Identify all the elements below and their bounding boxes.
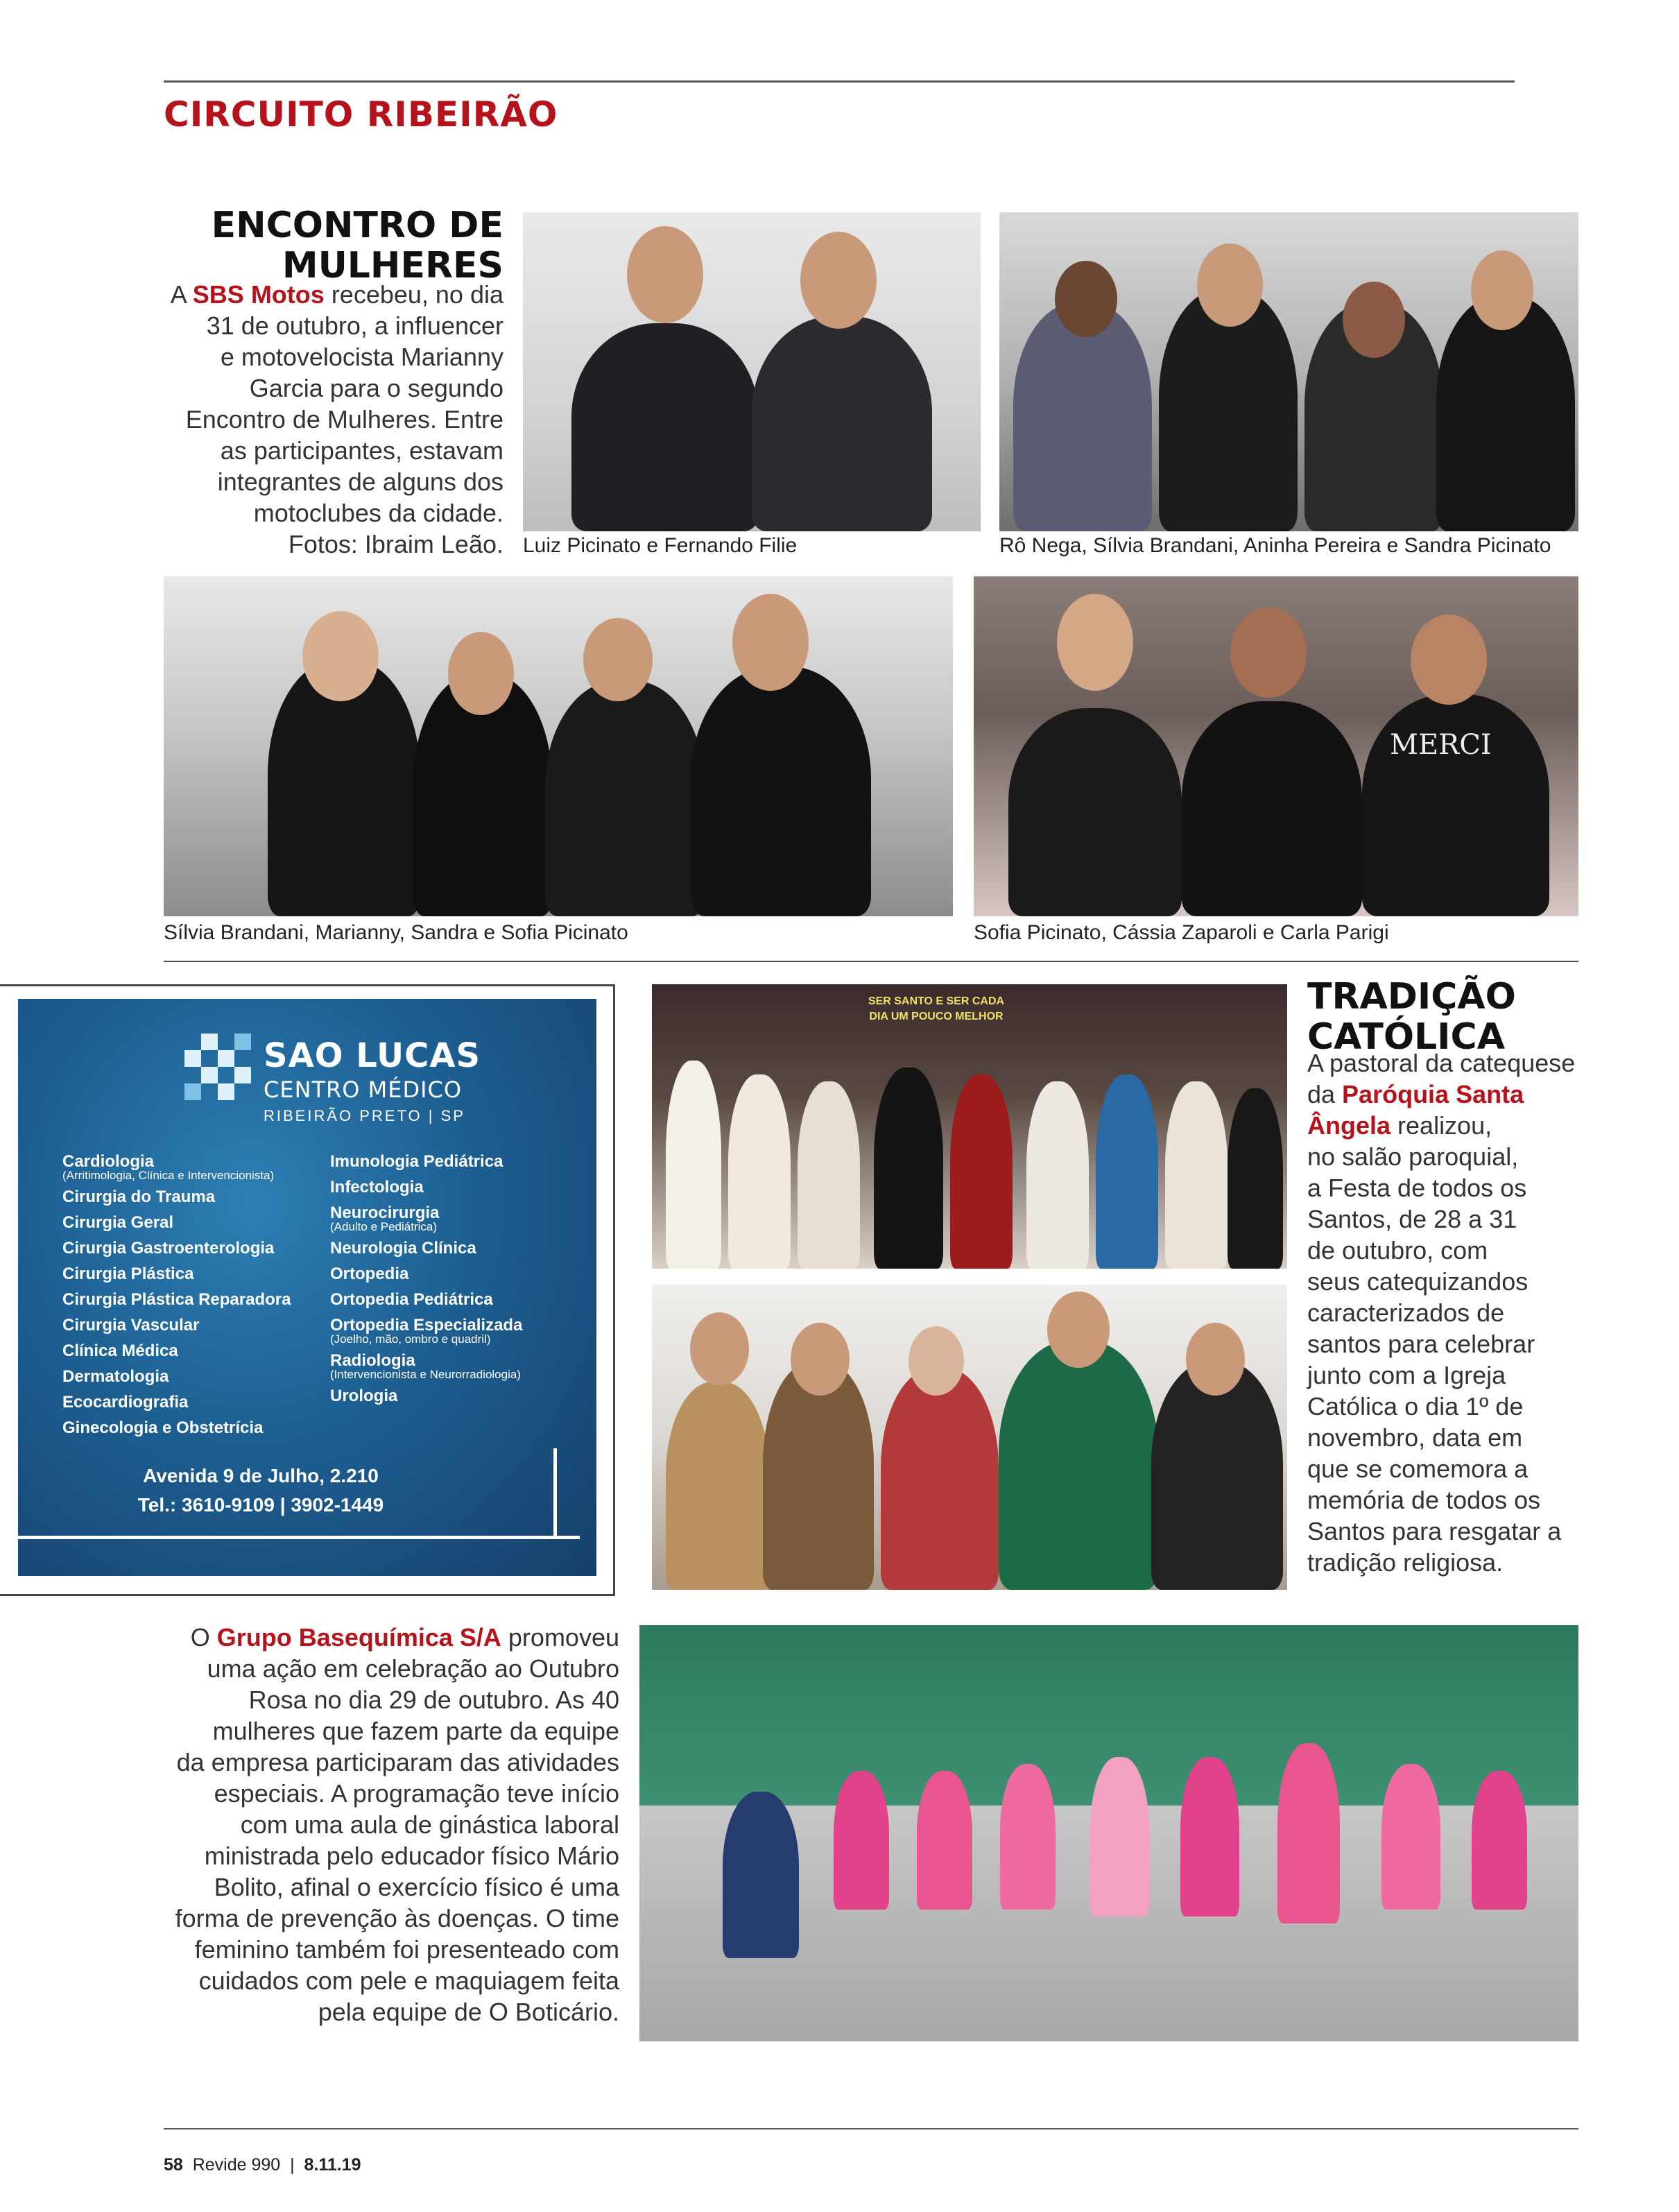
line-text: memória de todos os bbox=[1307, 1486, 1541, 1514]
story1-body bbox=[171, 279, 503, 560]
text-line bbox=[1307, 1203, 1575, 1235]
text-line bbox=[175, 1903, 619, 1934]
text-line bbox=[1307, 1047, 1575, 1079]
specialty-name: Ortopedia bbox=[330, 1264, 409, 1283]
line-text: junto com a Igreja bbox=[1307, 1361, 1506, 1389]
line-text: Católica o dia 1º de bbox=[1307, 1392, 1524, 1421]
bottom-rule bbox=[164, 2128, 1578, 2129]
ad-specialty bbox=[330, 1235, 522, 1261]
ad-specialty bbox=[62, 1235, 291, 1261]
text-line bbox=[1307, 1360, 1575, 1391]
line-text: mulheres que fazem parte da equipe bbox=[212, 1717, 619, 1745]
top-rule bbox=[164, 80, 1515, 83]
text-line bbox=[171, 529, 503, 560]
line-text: A pastoral da catequese bbox=[1307, 1049, 1576, 1077]
text-line bbox=[1307, 1110, 1575, 1141]
specialty-name: Ortopedia Pediátrica bbox=[330, 1290, 493, 1309]
story1-heading-line2: MULHERES bbox=[282, 245, 503, 286]
stage-banner: SER SANTO E SER CADA DIA UM POUCO MELHOR bbox=[868, 995, 1005, 1022]
photo-sofia-cassia-carla bbox=[974, 576, 1578, 916]
caption-photo1: Luiz Picinato e Fernando Filie bbox=[523, 534, 798, 557]
line-text: da bbox=[1307, 1080, 1343, 1108]
specialty-name: Cirurgia Vascular bbox=[62, 1316, 200, 1335]
text-line bbox=[175, 1809, 619, 1840]
line-text: recebeu, no dia bbox=[324, 280, 503, 309]
line-text: promoveu bbox=[501, 1623, 619, 1652]
ad-address: Avenida 9 de Julho, 2.210 bbox=[143, 1465, 379, 1486]
ad-specialty bbox=[62, 1184, 291, 1210]
line-text: pela equipe de O Boticário. bbox=[318, 1998, 619, 2026]
photo-catechism-stage bbox=[652, 984, 1287, 1269]
specialty-name: Ecocardiografia bbox=[62, 1393, 189, 1412]
specialty-name: Cirurgia Geral bbox=[62, 1213, 174, 1232]
line-text: motoclubes da cidade. bbox=[253, 499, 503, 527]
specialty-detail: (Joelho, mão, ombro e quadril) bbox=[330, 1332, 491, 1346]
ad-specialty bbox=[330, 1174, 522, 1200]
text-line bbox=[171, 341, 503, 372]
ad-brand: SAO LUCAS bbox=[264, 1036, 481, 1075]
sao-lucas-logo-icon bbox=[184, 1034, 251, 1100]
ad-phone: Tel.: 3610-9109 | 3902-1449 bbox=[137, 1494, 384, 1516]
specialty-name: Cirurgia do Trauma bbox=[62, 1188, 216, 1206]
photo-exercise-class bbox=[639, 1625, 1578, 2041]
text-line bbox=[175, 1840, 619, 1871]
line-text: especiais. A programação teve início bbox=[214, 1779, 619, 1808]
ad-specialty bbox=[62, 1210, 291, 1235]
line-text: da empresa participaram das atividades bbox=[176, 1748, 619, 1776]
specialty-name: Imunologia Pediátrica bbox=[330, 1152, 503, 1171]
line-text: uma ação em celebração ao Outubro bbox=[207, 1654, 619, 1683]
photo-group-four-women bbox=[999, 212, 1578, 531]
ad-specialty bbox=[330, 1287, 522, 1312]
ad-specialty bbox=[330, 1261, 522, 1287]
ad-specialty bbox=[62, 1389, 291, 1415]
line-text: no salão paroquial, bbox=[1307, 1142, 1519, 1171]
ad-specialty bbox=[62, 1287, 291, 1312]
line-text: Santos, de 28 a 31 bbox=[1307, 1205, 1517, 1233]
text-line bbox=[171, 435, 503, 466]
line-text: novembro, data em bbox=[1307, 1423, 1523, 1452]
ad-specialty bbox=[330, 1149, 522, 1174]
line-text: forma de prevenção às doenças. O time bbox=[175, 1904, 619, 1932]
photo-children-saints bbox=[652, 1285, 1287, 1590]
photo-silvia-marianny-sandra-sofia bbox=[164, 576, 953, 916]
story2-heading-line2: CATÓLICA bbox=[1307, 1016, 1505, 1058]
specialty-name: Cirurgia Plástica Reparadora bbox=[62, 1290, 291, 1309]
text-line bbox=[171, 372, 503, 404]
text-line bbox=[1307, 1328, 1575, 1360]
text-line bbox=[1307, 1422, 1575, 1453]
specialty-name: Dermatologia bbox=[62, 1367, 169, 1386]
ad-specialty bbox=[330, 1200, 522, 1233]
text-line bbox=[171, 279, 503, 310]
text-line bbox=[175, 1653, 619, 1684]
line-text: Encontro de Mulheres. Entre bbox=[185, 405, 503, 434]
line-text: caracterizados de bbox=[1307, 1298, 1505, 1327]
middle-rule bbox=[164, 961, 1578, 962]
text-line bbox=[175, 1778, 619, 1809]
text-line bbox=[1307, 1172, 1575, 1203]
ad-specialty bbox=[62, 1364, 291, 1389]
text-line bbox=[171, 404, 503, 435]
line-text: tradição religiosa. bbox=[1307, 1548, 1504, 1577]
line-text: integrantes de alguns dos bbox=[217, 468, 503, 496]
ad-specialties-col1 bbox=[62, 1149, 291, 1441]
text-line bbox=[1307, 1297, 1575, 1328]
specialty-name: Neurocirurgia bbox=[330, 1203, 440, 1222]
text-line bbox=[1307, 1266, 1575, 1297]
story1-heading-line1: ENCONTRO DE bbox=[211, 205, 503, 246]
section-title: CIRCUITO RIBEIRÃO bbox=[164, 94, 558, 135]
text-line bbox=[1307, 1141, 1575, 1172]
line-text: 31 de outubro, a influencer bbox=[206, 311, 503, 340]
ad-specialty bbox=[330, 1348, 522, 1380]
line-text: Garcia para o segundo bbox=[249, 374, 503, 402]
specialty-name: Cardiologia bbox=[62, 1152, 155, 1171]
specialty-name: Radiologia bbox=[330, 1351, 415, 1370]
footer-page-number: 58 bbox=[164, 2155, 183, 2175]
highlight-text: SBS Motos bbox=[192, 280, 325, 309]
highlight-text: Grupo Basequímica S/A bbox=[216, 1623, 501, 1652]
ad-specialty bbox=[62, 1261, 291, 1287]
line-text: Bolito, afinal o exercício físico é uma bbox=[214, 1873, 619, 1901]
ad-specialty bbox=[62, 1149, 291, 1181]
text-line bbox=[1307, 1484, 1575, 1516]
line-text: cuidados com pele e maquiagem feita bbox=[198, 1966, 619, 1995]
line-text: O bbox=[190, 1623, 217, 1652]
line-text: as participantes, estavam bbox=[220, 436, 503, 465]
shirt-text: MERCI bbox=[1390, 729, 1492, 761]
specialty-name: Urologia bbox=[330, 1387, 398, 1405]
text-line bbox=[1307, 1516, 1575, 1547]
line-text: seus catequizandos bbox=[1307, 1267, 1529, 1296]
specialty-name: Ortopedia Especializada bbox=[330, 1316, 523, 1335]
ad-decor-bar-v bbox=[553, 1448, 557, 1538]
line-text: que se comemora a bbox=[1307, 1455, 1529, 1483]
specialty-name: Neurologia Clínica bbox=[330, 1239, 476, 1258]
ad-subtitle: CENTRO MÉDICO bbox=[264, 1077, 463, 1103]
text-line bbox=[171, 310, 503, 341]
ad-specialty bbox=[330, 1312, 522, 1345]
highlight-text: Paróquia Santa bbox=[1342, 1080, 1524, 1108]
specialty-detail: (Arritimologia, Clínica e Intervencionista) bbox=[62, 1169, 275, 1182]
text-line bbox=[175, 1996, 619, 2027]
specialty-detail: (Adulto e Pediátrica) bbox=[330, 1220, 438, 1233]
specialty-name: Ginecologia e Obstetrícia bbox=[62, 1418, 264, 1437]
story3-body bbox=[175, 1622, 619, 2027]
text-line bbox=[1307, 1235, 1575, 1266]
story2-heading-line1: TRADIÇÃO bbox=[1307, 976, 1516, 1018]
ad-specialty bbox=[62, 1338, 291, 1364]
footer: 58 Revide 990 | 8.11.19 bbox=[164, 2155, 361, 2175]
footer-date: 8.11.19 bbox=[304, 2155, 361, 2175]
photo-luiz-fernando bbox=[523, 212, 981, 531]
text-line bbox=[175, 1747, 619, 1778]
line-text: realizou, bbox=[1390, 1111, 1492, 1140]
line-text: Santos para resgatar a bbox=[1307, 1517, 1562, 1545]
story2-heading bbox=[1307, 977, 1516, 1057]
text-line bbox=[175, 1715, 619, 1747]
ad-specialty bbox=[62, 1415, 291, 1441]
specialty-detail: (Intervencionista e Neurorradiologia) bbox=[330, 1368, 521, 1381]
ad-specialty bbox=[62, 1312, 291, 1338]
line-text: Rosa no dia 29 de outubro. As 40 bbox=[248, 1686, 619, 1714]
text-line bbox=[1307, 1453, 1575, 1484]
text-line bbox=[175, 1965, 619, 1996]
text-line bbox=[175, 1934, 619, 1965]
text-line bbox=[171, 466, 503, 497]
caption-photo4: Sofia Picinato, Cássia Zaparoli e Carla Parigi bbox=[974, 921, 1389, 944]
caption-photo2: Rô Nega, Sílvia Brandani, Aninha Pereira e Sandra Picinato bbox=[999, 534, 1551, 557]
line-text: santos para celebrar bbox=[1307, 1330, 1535, 1358]
text-line bbox=[1307, 1079, 1575, 1110]
ad-specialties-col2 bbox=[330, 1149, 522, 1409]
line-text: a Festa de todos os bbox=[1307, 1174, 1527, 1202]
text-line bbox=[175, 1622, 619, 1653]
line-text: feminino também foi presenteado com bbox=[194, 1935, 619, 1964]
story2-body bbox=[1307, 1047, 1575, 1578]
specialty-name: Clínica Médica bbox=[62, 1341, 178, 1360]
line-text: de outubro, com bbox=[1307, 1236, 1488, 1264]
ad-decor-bar-h bbox=[18, 1536, 580, 1539]
specialty-name: Cirurgia Plástica bbox=[62, 1264, 194, 1283]
line-text: Fotos: Ibraim Leão. bbox=[288, 530, 503, 558]
ad-city: RIBEIRÃO PRETO | SP bbox=[264, 1107, 465, 1124]
story1-heading bbox=[212, 205, 503, 286]
line-text: com uma aula de ginástica laboral bbox=[240, 1810, 619, 1839]
text-line bbox=[171, 497, 503, 529]
ad-specialty bbox=[330, 1383, 522, 1409]
sao-lucas-ad bbox=[18, 999, 596, 1576]
text-line bbox=[1307, 1547, 1575, 1578]
line-text: A bbox=[170, 280, 193, 309]
specialty-name: Infectologia bbox=[330, 1178, 424, 1197]
text-line bbox=[175, 1684, 619, 1715]
line-text: ministrada pelo educador físico Mário bbox=[204, 1842, 619, 1870]
caption-photo3: Sílvia Brandani, Marianny, Sandra e Sofia Picinato bbox=[164, 921, 628, 944]
highlight-text: Ângela bbox=[1307, 1111, 1391, 1140]
line-text: e motovelocista Marianny bbox=[220, 343, 503, 371]
text-line bbox=[1307, 1391, 1575, 1422]
footer-magazine: Revide 990 bbox=[192, 2155, 281, 2175]
specialty-name: Cirurgia Gastroenterologia bbox=[62, 1239, 275, 1258]
text-line bbox=[175, 1871, 619, 1903]
